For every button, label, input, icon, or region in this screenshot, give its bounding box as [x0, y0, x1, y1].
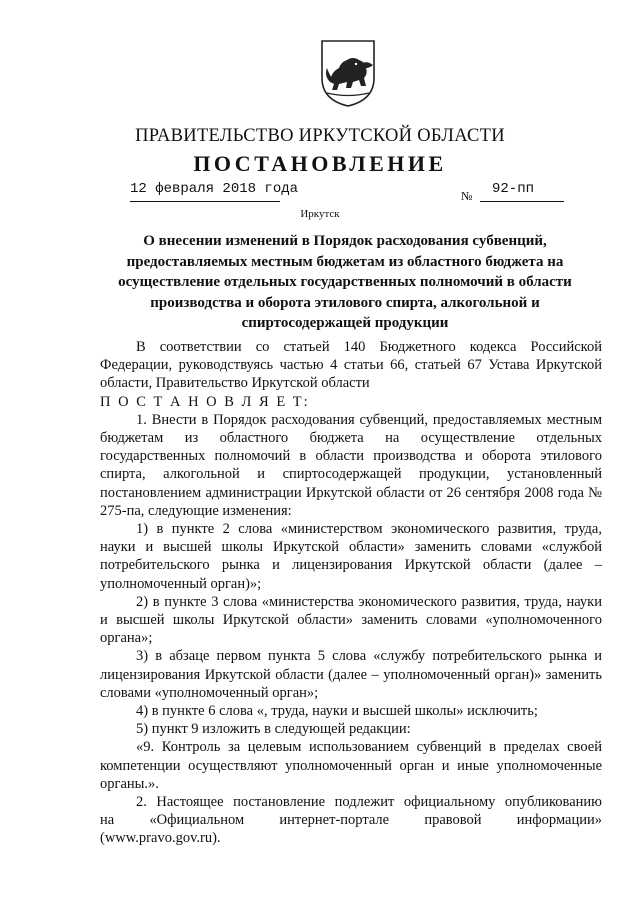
subitem-2-paragraph: 2) в пункте 3 слова «министерства экономического развития, труда, науки и высшей школы Иркутской области» заменить словами «уполномоченного органа»;: [100, 593, 602, 647]
government-name: ПРАВИТЕЛЬСТВО ИРКУТСКОЙ ОБЛАСТИ: [135, 126, 505, 146]
subitem-1-paragraph: 1) в пункте 2 слова «министерством экономического развития, труда, науки и высшей школы Иркутской области» заменить словами «службой потребительского рынка и лицензирования Иркутской области (далее – уполномоченный орган)»;: [100, 521, 602, 592]
document-number: 92-пп: [492, 181, 535, 197]
date-underline: [130, 201, 280, 202]
item-2-line-3: (www.pravo.gov.ru).: [100, 830, 221, 847]
document-city: Иркутск: [300, 208, 340, 220]
number-underline: [480, 201, 564, 202]
subitem-3-paragraph: 3) в абзаце первом пункта 5 слова «службу потребительского рынка и лицензирования Иркутской области (далее – уполномоченный орган)» заменить словами «уполномоченный орган»;: [100, 648, 602, 701]
document-title: О внесении изменений в Порядок расходования субвенций, предоставляемых местным бюджетам из областного бюджета на осуществление отдельных государственных полномочий в области производства и оборота этилового спирта, алкогольной и спиртосодержащей продукции: [118, 233, 572, 331]
subitem-5-paragraph: 5) пункт 9 изложить в следующей редакции:: [136, 721, 411, 738]
quoted-paragraph: «9. Контроль за целевым использованием субвенций в пределах своей компетенции осуществляют уполномоченный орган и иные уполномоченные органы.».: [100, 739, 602, 792]
item-2-line-2: на «Официальном интернет-портале правовой информации»: [100, 812, 602, 829]
document-type: ПОСТАНОВЛЕНИЕ: [193, 151, 447, 176]
irkutsk-coat-of-arms-icon: [319, 38, 377, 108]
document-date: 12 февраля 2018 года: [130, 181, 299, 197]
preamble-paragraph: В соответствии со статьей 140 Бюджетного кодекса Российской Федерации, руководствуясь частью 4 статьи 66, статьей 67 Устава Иркутской области, Правительство Иркутской области: [100, 339, 602, 392]
resolves-heading: П О С Т А Н О В Л Я Е Т:: [100, 393, 310, 410]
number-sign: №: [461, 189, 473, 203]
item-2-line-1: 2. Настоящее постановление подлежит официальному опубликованию: [136, 794, 602, 811]
document-body: [100, 338, 602, 848]
item-1-paragraph: 1. Внести в Порядок расходования субвенций, предоставляемых местным бюджетам из областного бюджета на осуществление отдельных государственных полномочий в области производства и оборота этилового спирта, алкогольной и спиртосодержащей продукции, установленный постановлением администрации Иркутской области от 26 сентября 2008 года № 275-па, следующие изменения:: [100, 411, 602, 519]
subitem-4-paragraph: 4) в пункте 6 слова «, труда, науки и высшей школы» исключить;: [136, 703, 538, 720]
